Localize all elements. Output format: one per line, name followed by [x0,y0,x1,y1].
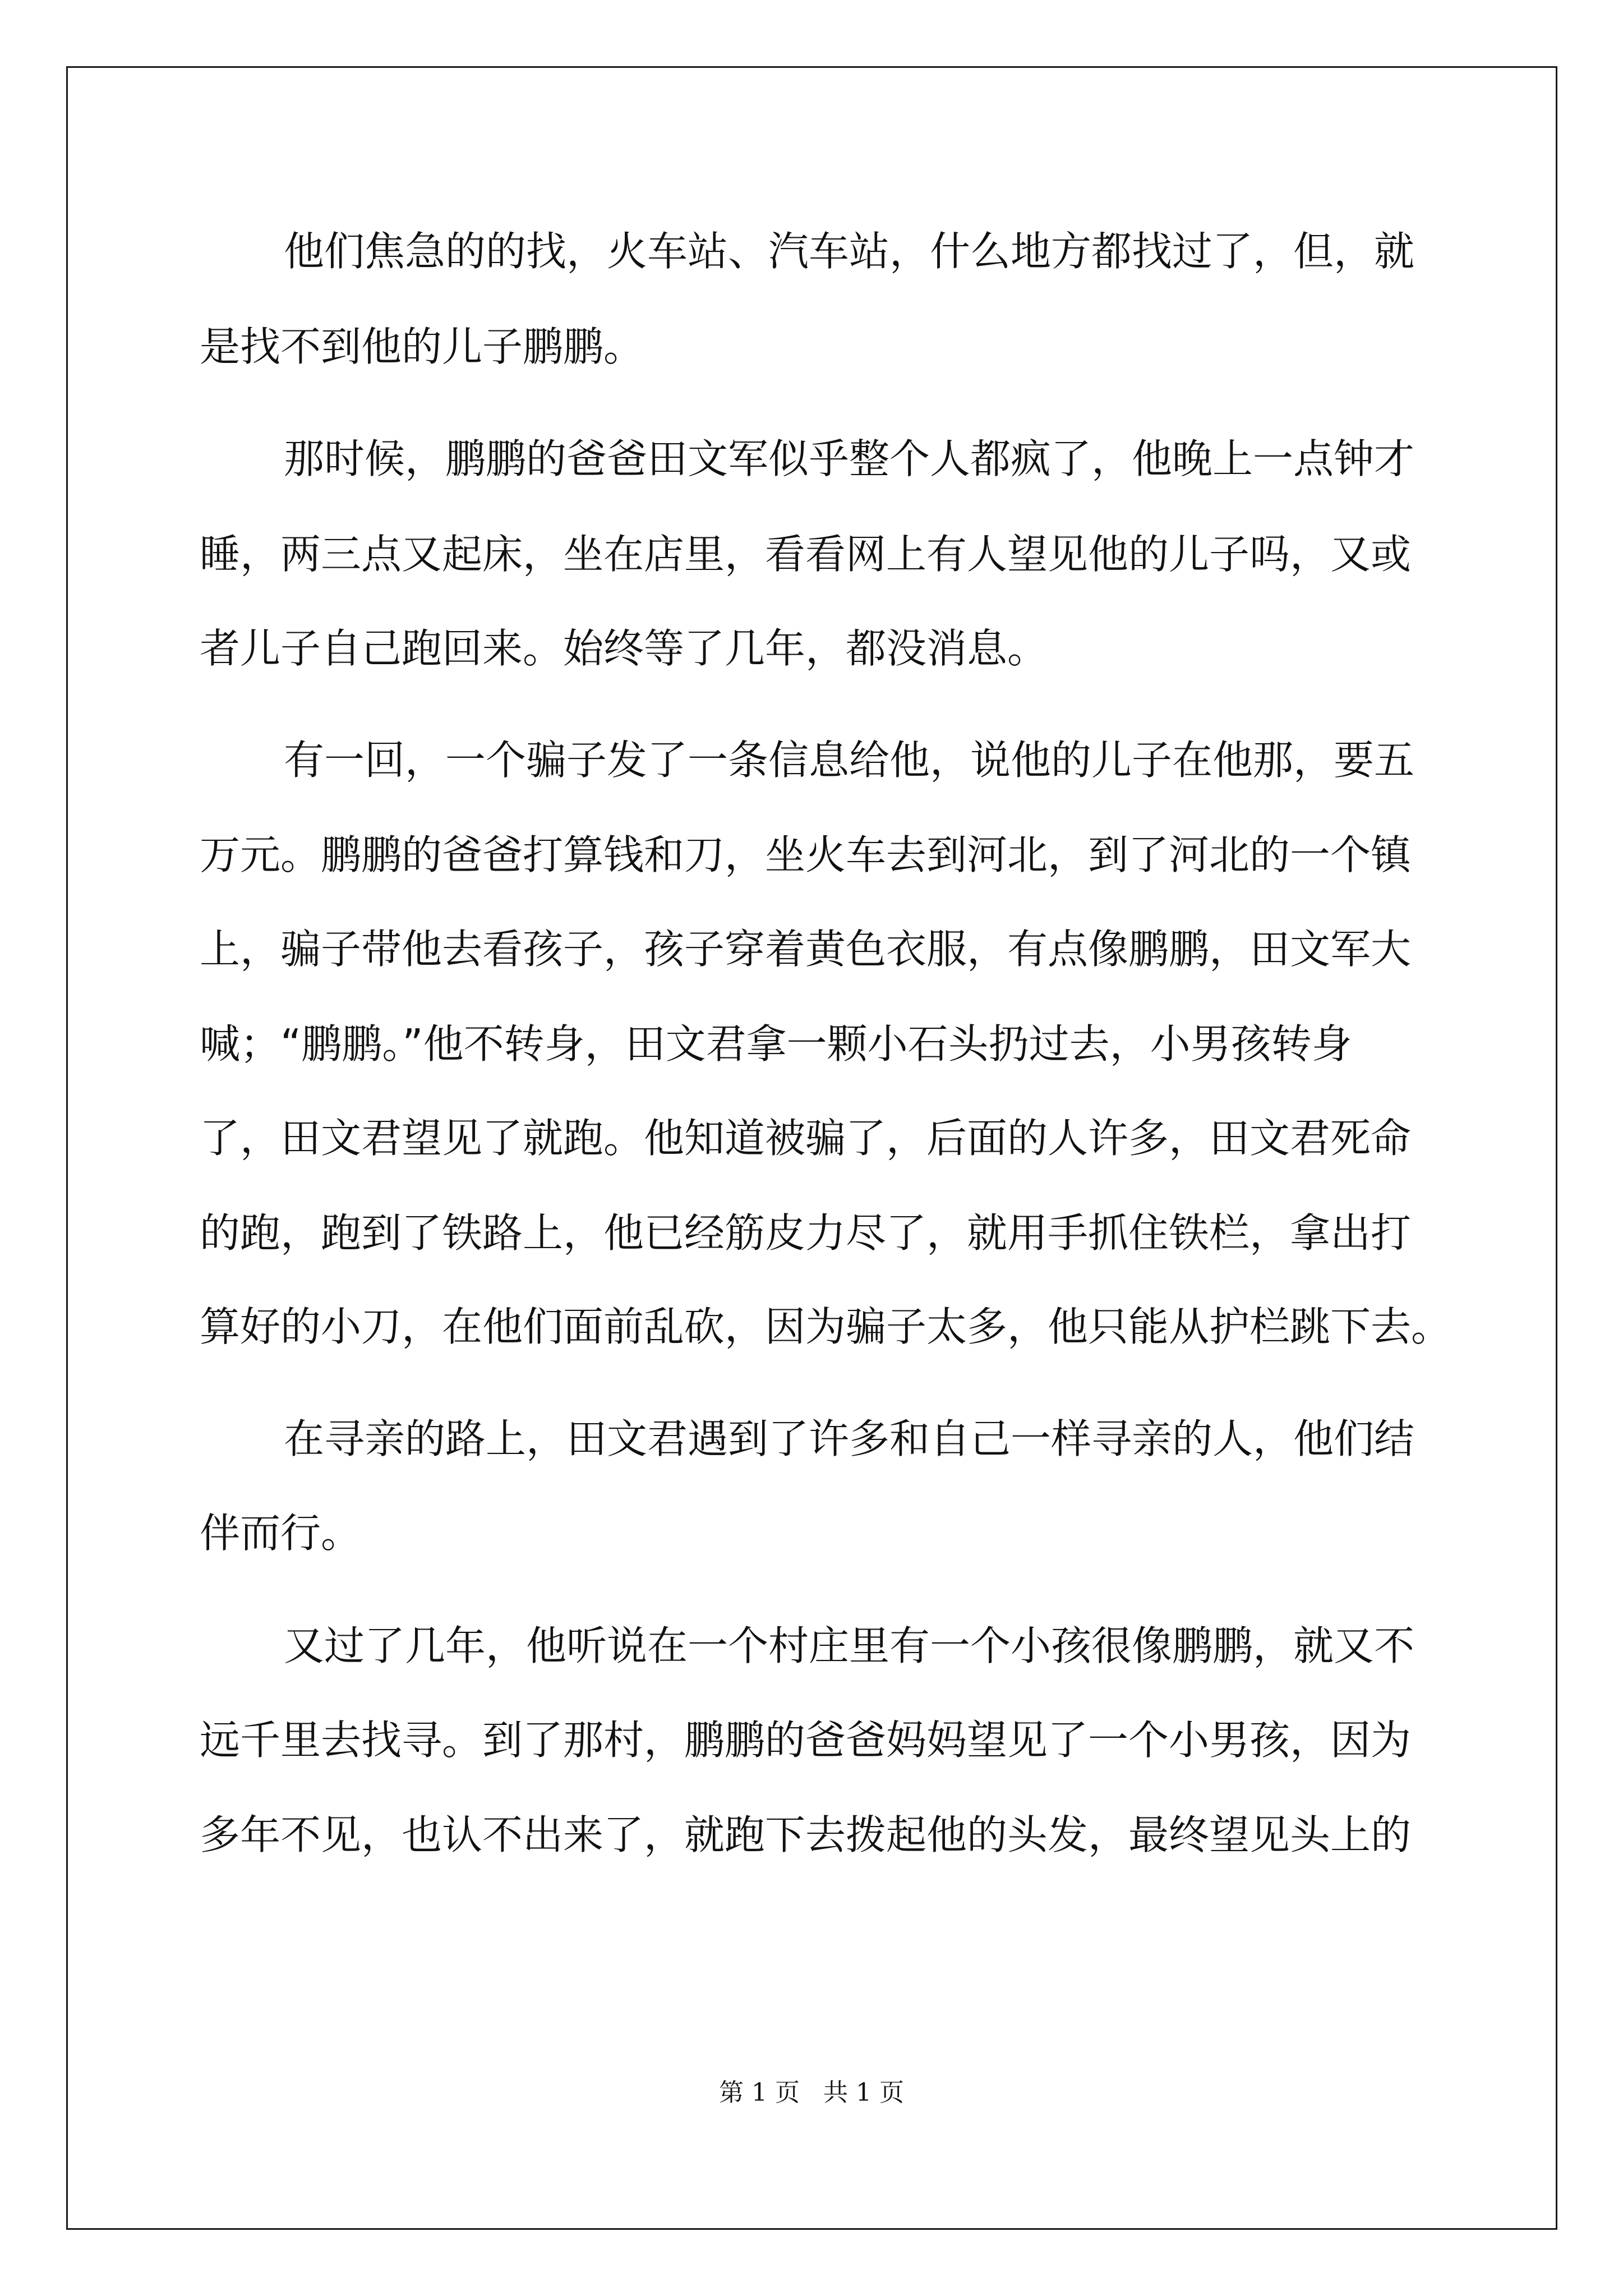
text-line: 他们焦急的的找，火车站、汽车站，什么地方都找过了，但，就 [284,228,1415,275]
text-line: 者儿子自己跑回来。始终等了几年，都没消息。 [200,625,1048,672]
text-line: 伴而行。 [200,1510,362,1557]
text-line: 有一回，一个骗子发了一条信息给他，说他的儿子在他那，要五 [284,737,1415,784]
text-line: 是找不到他的儿子鹏鹏。 [200,323,644,370]
text-line: 多年不见，也认不出来了，就跑下去拨起他的头发，最终望见头上的 [200,1811,1412,1858]
text-line: 那时候，鹏鹏的爸爸田文军似乎整个人都疯了，他晚上一点钟才 [284,435,1415,482]
text-line: 万元。鹏鹏的爸爸打算钱和刀，坐火车去到河北，到了河北的一个镇 [200,831,1412,878]
text-line: 了，田文君望见了就跑。他知道被骗了，后面的人许多，田文君死命 [200,1115,1412,1162]
text-line: 远千里去找寻。到了那村，鹏鹏的爸爸妈妈望见了一个小男孩，因为 [200,1717,1412,1764]
text-line: 的跑，跑到了铁路上，他已经筋皮力尽了，就用手抓住铁栏，拿出打 [200,1209,1412,1257]
page-number-footer: 第 1 页 共 1 页 [719,2078,904,2107]
text-line: 在寻亲的路上，田文君遇到了许多和自己一样寻亲的人，他们结 [284,1415,1415,1462]
text-line: 又过了几年，他听说在一个村庄里有一个小孩很像鹏鹏，就又不 [284,1622,1415,1669]
text-line: 上，骗子带他去看孩子，孩子穿着黄色衣服，有点像鹏鹏，田文军大 [200,926,1412,973]
text-line: 算好的小刀，在他们面前乱砍，因为骗子太多，他只能从护栏跳下去。 [200,1303,1452,1350]
text-line: 喊；“鹏鹏。”他不转身，田文君拿一颗小石头扔过去，小男孩转身 [200,1020,1352,1068]
text-line: 睡，两三点又起床，坐在店里，看看网上有人望见他的儿子吗，又或 [200,531,1412,578]
